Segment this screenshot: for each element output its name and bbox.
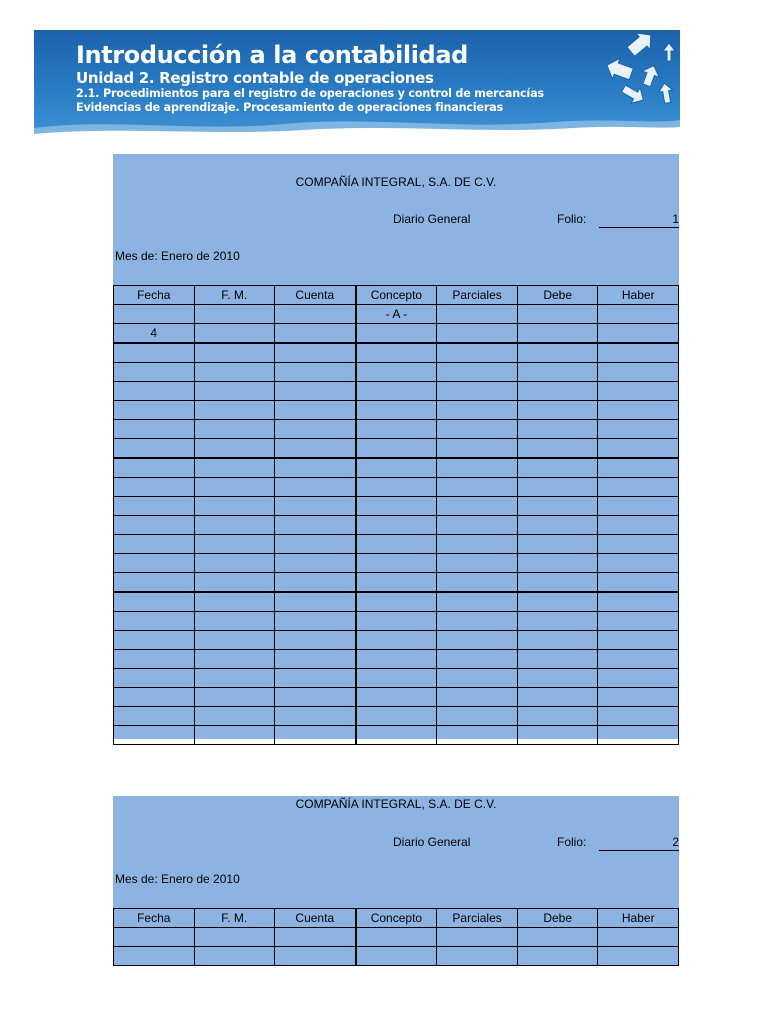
table-cell[interactable]: [437, 324, 518, 344]
table-row: [114, 420, 679, 439]
table-cell[interactable]: [598, 535, 679, 554]
table-cell[interactable]: [274, 928, 355, 947]
table-cell[interactable]: [437, 650, 518, 669]
table-cell[interactable]: [356, 707, 437, 726]
folio-number: 2: [599, 835, 679, 851]
column-header: Concepto: [356, 286, 437, 305]
table-cell[interactable]: [356, 947, 437, 966]
table-cell[interactable]: [517, 305, 597, 324]
column-header: Fecha: [114, 909, 195, 928]
table-cell[interactable]: [517, 401, 597, 420]
table-cell[interactable]: [437, 554, 518, 573]
table-row: [114, 631, 679, 650]
table-cell[interactable]: [274, 420, 355, 439]
table-row: [114, 947, 679, 966]
table-cell[interactable]: [114, 592, 195, 612]
table-cell[interactable]: [437, 669, 518, 688]
table-row: [114, 650, 679, 669]
table-cell[interactable]: [437, 458, 518, 478]
table-cell[interactable]: [114, 420, 195, 439]
table-cell[interactable]: [437, 497, 518, 516]
table-cell[interactable]: [194, 516, 274, 535]
folio-number: 1: [599, 212, 679, 228]
column-header: Debe: [517, 286, 597, 305]
table-cell[interactable]: [598, 669, 679, 688]
table-cell[interactable]: [356, 343, 437, 363]
table-cell[interactable]: [114, 928, 195, 947]
company-name: COMPAÑÍA INTEGRAL, S.A. DE C.V.: [295, 175, 497, 189]
table-cell[interactable]: [194, 458, 274, 478]
table-cell[interactable]: [194, 669, 274, 688]
table-cell[interactable]: [114, 343, 195, 363]
table-cell[interactable]: [437, 439, 518, 459]
table-cell[interactable]: [598, 573, 679, 593]
table-cell[interactable]: [517, 458, 597, 478]
table-cell[interactable]: [356, 420, 437, 439]
table-cell[interactable]: [437, 592, 518, 612]
table-cell[interactable]: [274, 478, 355, 497]
table-cell[interactable]: [274, 516, 355, 535]
table-cell[interactable]: [114, 478, 195, 497]
table-cell[interactable]: [356, 573, 437, 593]
table-cell[interactable]: [114, 497, 195, 516]
table-row: [114, 554, 679, 573]
table-cell[interactable]: [517, 592, 597, 612]
table-cell[interactable]: [274, 343, 355, 363]
column-header: Fecha: [114, 286, 195, 305]
table-row: [114, 382, 679, 401]
journal-page-1: [113, 154, 679, 739]
table-row: [114, 497, 679, 516]
table-cell[interactable]: [598, 458, 679, 478]
table-cell[interactable]: [437, 726, 518, 745]
table-cell[interactable]: [274, 554, 355, 573]
table-cell[interactable]: [598, 497, 679, 516]
table-cell[interactable]: [274, 707, 355, 726]
table-cell[interactable]: [356, 535, 437, 554]
arrows-logo-icon: [600, 30, 680, 120]
table-cell[interactable]: [194, 535, 274, 554]
table-cell[interactable]: [114, 650, 195, 669]
table-cell[interactable]: [598, 928, 679, 947]
table-cell[interactable]: [194, 554, 274, 573]
table-cell[interactable]: [274, 324, 355, 344]
banner-title: Introducción a la contabilidad: [76, 41, 468, 69]
table-cell[interactable]: [356, 688, 437, 707]
table-cell[interactable]: [517, 928, 597, 947]
journal-table: [113, 908, 679, 966]
column-header: Concepto: [356, 909, 437, 928]
table-cell[interactable]: [114, 688, 195, 707]
column-header: F. M.: [194, 286, 274, 305]
table-cell[interactable]: [194, 382, 274, 401]
table-cell[interactable]: [194, 363, 274, 382]
table-row: [114, 516, 679, 535]
table-cell[interactable]: [274, 726, 355, 745]
table-cell[interactable]: [437, 535, 518, 554]
table-row: [114, 928, 679, 947]
table-cell[interactable]: [356, 928, 437, 947]
table-cell[interactable]: [194, 928, 274, 947]
journal-table: [113, 285, 679, 745]
table-cell[interactable]: [598, 343, 679, 363]
table-cell[interactable]: [598, 726, 679, 745]
journal-book-name: Diario General: [393, 212, 471, 226]
table-cell[interactable]: [194, 420, 274, 439]
table-cell[interactable]: [194, 401, 274, 420]
table-row: [114, 573, 679, 593]
table-cell[interactable]: [598, 305, 679, 324]
table-cell[interactable]: [194, 478, 274, 497]
table-cell[interactable]: [194, 439, 274, 459]
table-cell[interactable]: [114, 669, 195, 688]
column-header: Parciales: [437, 286, 518, 305]
table-cell[interactable]: [274, 401, 355, 420]
table-row: [114, 458, 679, 478]
company-name: COMPAÑÍA INTEGRAL, S.A. DE C.V.: [295, 797, 497, 811]
table-cell[interactable]: [114, 401, 195, 420]
column-header: Cuenta: [274, 286, 355, 305]
table-cell[interactable]: [517, 726, 597, 745]
table-row: [114, 478, 679, 497]
table-cell[interactable]: [598, 631, 679, 650]
table-cell[interactable]: [517, 516, 597, 535]
banner-evidence: Evidencias de aprendizaje. Procesamiento de operaciones financieras: [76, 101, 503, 114]
table-cell[interactable]: [114, 382, 195, 401]
folio-label: Folio:: [557, 212, 587, 226]
table-cell[interactable]: [274, 382, 355, 401]
table-cell[interactable]: [517, 497, 597, 516]
table-cell[interactable]: [517, 947, 597, 966]
table-cell[interactable]: [437, 707, 518, 726]
table-cell[interactable]: [194, 305, 274, 324]
course-banner: [34, 30, 680, 140]
table-cell[interactable]: [274, 592, 355, 612]
table-cell[interactable]: [274, 458, 355, 478]
table-cell[interactable]: [598, 688, 679, 707]
table-cell[interactable]: [517, 554, 597, 573]
table-cell[interactable]: [598, 612, 679, 631]
table-cell[interactable]: [114, 535, 195, 554]
table-cell[interactable]: [356, 478, 437, 497]
table-cell[interactable]: [356, 516, 437, 535]
table-cell[interactable]: [437, 343, 518, 363]
table-cell[interactable]: [437, 420, 518, 439]
table-cell[interactable]: [114, 439, 195, 459]
table-cell[interactable]: [356, 324, 437, 344]
table-cell[interactable]: [194, 631, 274, 650]
table-row: [114, 535, 679, 554]
table-cell[interactable]: [356, 631, 437, 650]
column-header: Cuenta: [274, 909, 355, 928]
table-cell[interactable]: [114, 458, 195, 478]
table-cell[interactable]: [437, 516, 518, 535]
table-cell[interactable]: [517, 343, 597, 363]
table-cell[interactable]: [437, 305, 518, 324]
table-cell[interactable]: [194, 592, 274, 612]
table-cell[interactable]: [114, 573, 195, 593]
table-cell[interactable]: [194, 573, 274, 593]
table-cell[interactable]: [274, 669, 355, 688]
table-cell[interactable]: [274, 947, 355, 966]
table-cell[interactable]: [437, 478, 518, 497]
table-cell[interactable]: [274, 363, 355, 382]
table-cell[interactable]: [517, 707, 597, 726]
table-cell[interactable]: [274, 535, 355, 554]
journal-page-2: [113, 796, 679, 965]
table-header-row: [114, 286, 679, 305]
table-cell[interactable]: [274, 650, 355, 669]
table-cell[interactable]: [437, 401, 518, 420]
table-cell[interactable]: [517, 439, 597, 459]
table-cell[interactable]: [114, 726, 195, 745]
table-cell[interactable]: [517, 688, 597, 707]
table-cell[interactable]: [517, 535, 597, 554]
table-cell[interactable]: [114, 631, 195, 650]
table-cell[interactable]: [194, 343, 274, 363]
table-cell[interactable]: [437, 631, 518, 650]
table-cell[interactable]: [598, 947, 679, 966]
table-cell[interactable]: [598, 554, 679, 573]
table-cell[interactable]: [194, 650, 274, 669]
banner-section: 2.1. Procedimientos para el registro de operaciones y control de mercancías: [76, 87, 544, 100]
table-cell[interactable]: [356, 401, 437, 420]
table-cell[interactable]: [437, 573, 518, 593]
table-cell[interactable]: [437, 928, 518, 947]
table-cell[interactable]: [356, 554, 437, 573]
banner-subtitle: Unidad 2. Registro contable de operaciones: [76, 69, 434, 87]
table-cell[interactable]: [437, 612, 518, 631]
table-cell[interactable]: [356, 439, 437, 459]
column-header: Parciales: [437, 909, 518, 928]
table-cell[interactable]: [114, 554, 195, 573]
table-cell[interactable]: [194, 324, 274, 344]
table-cell[interactable]: [598, 516, 679, 535]
table-cell[interactable]: [598, 363, 679, 382]
banner-wave-decoration: [34, 106, 680, 140]
table-row: [114, 688, 679, 707]
table-cell[interactable]: [517, 363, 597, 382]
column-header: Debe: [517, 909, 597, 928]
table-cell[interactable]: [598, 439, 679, 459]
table-row: [114, 305, 679, 324]
month-label: Mes de: Enero de 2010: [115, 872, 240, 886]
table-cell[interactable]: [356, 650, 437, 669]
table-cell[interactable]: [517, 631, 597, 650]
table-cell[interactable]: [437, 688, 518, 707]
table-cell[interactable]: [598, 420, 679, 439]
table-cell[interactable]: [274, 305, 355, 324]
table-cell[interactable]: [517, 650, 597, 669]
table-cell[interactable]: [437, 363, 518, 382]
table-cell[interactable]: [356, 669, 437, 688]
table-cell[interactable]: [356, 458, 437, 478]
table-cell[interactable]: [356, 612, 437, 631]
journal-book-name: Diario General: [393, 835, 471, 849]
table-cell[interactable]: [598, 650, 679, 669]
table-header-row: [114, 909, 679, 928]
table-row: [114, 401, 679, 420]
table-row: [114, 726, 679, 745]
table-cell[interactable]: [194, 947, 274, 966]
table-cell[interactable]: [114, 363, 195, 382]
table-cell[interactable]: [356, 726, 437, 745]
table-cell[interactable]: 4: [114, 324, 195, 344]
table-cell[interactable]: [598, 382, 679, 401]
table-cell[interactable]: [437, 947, 518, 966]
table-cell[interactable]: [356, 497, 437, 516]
table-cell[interactable]: [274, 573, 355, 593]
table-cell[interactable]: [517, 324, 597, 344]
table-row: [114, 592, 679, 612]
table-row: [114, 439, 679, 459]
table-row: [114, 707, 679, 726]
table-cell[interactable]: [517, 573, 597, 593]
table-cell[interactable]: [274, 497, 355, 516]
table-cell[interactable]: [598, 707, 679, 726]
column-header: F. M.: [194, 909, 274, 928]
table-row: [114, 343, 679, 363]
table-cell[interactable]: [194, 497, 274, 516]
table-cell[interactable]: - A -: [356, 305, 437, 324]
folio-label: Folio:: [557, 835, 587, 849]
table-cell[interactable]: [517, 612, 597, 631]
table-cell[interactable]: [356, 592, 437, 612]
table-cell[interactable]: [114, 707, 195, 726]
table-cell[interactable]: [274, 688, 355, 707]
table-cell[interactable]: [356, 382, 437, 401]
table-cell[interactable]: [114, 612, 195, 631]
table-cell[interactable]: [194, 707, 274, 726]
table-cell[interactable]: [274, 439, 355, 459]
month-label: Mes de: Enero de 2010: [115, 249, 240, 263]
table-cell[interactable]: [598, 401, 679, 420]
table-cell[interactable]: [437, 382, 518, 401]
table-cell[interactable]: [194, 612, 274, 631]
table-cell[interactable]: [114, 516, 195, 535]
table-cell[interactable]: [598, 478, 679, 497]
table-cell[interactable]: [598, 324, 679, 344]
table-cell[interactable]: [194, 726, 274, 745]
table-row: [114, 669, 679, 688]
table-row: [114, 363, 679, 382]
table-cell[interactable]: [598, 592, 679, 612]
table-cell[interactable]: [517, 669, 597, 688]
table-cell[interactable]: [517, 420, 597, 439]
table-cell[interactable]: [194, 688, 274, 707]
table-row: [114, 612, 679, 631]
table-cell[interactable]: [274, 631, 355, 650]
table-row: [114, 324, 679, 344]
table-cell[interactable]: [517, 382, 597, 401]
table-cell[interactable]: [356, 363, 437, 382]
table-cell[interactable]: [517, 478, 597, 497]
column-header: Haber: [598, 286, 679, 305]
column-header: Haber: [598, 909, 679, 928]
table-cell[interactable]: [114, 947, 195, 966]
table-cell[interactable]: [274, 612, 355, 631]
table-cell[interactable]: [114, 305, 195, 324]
